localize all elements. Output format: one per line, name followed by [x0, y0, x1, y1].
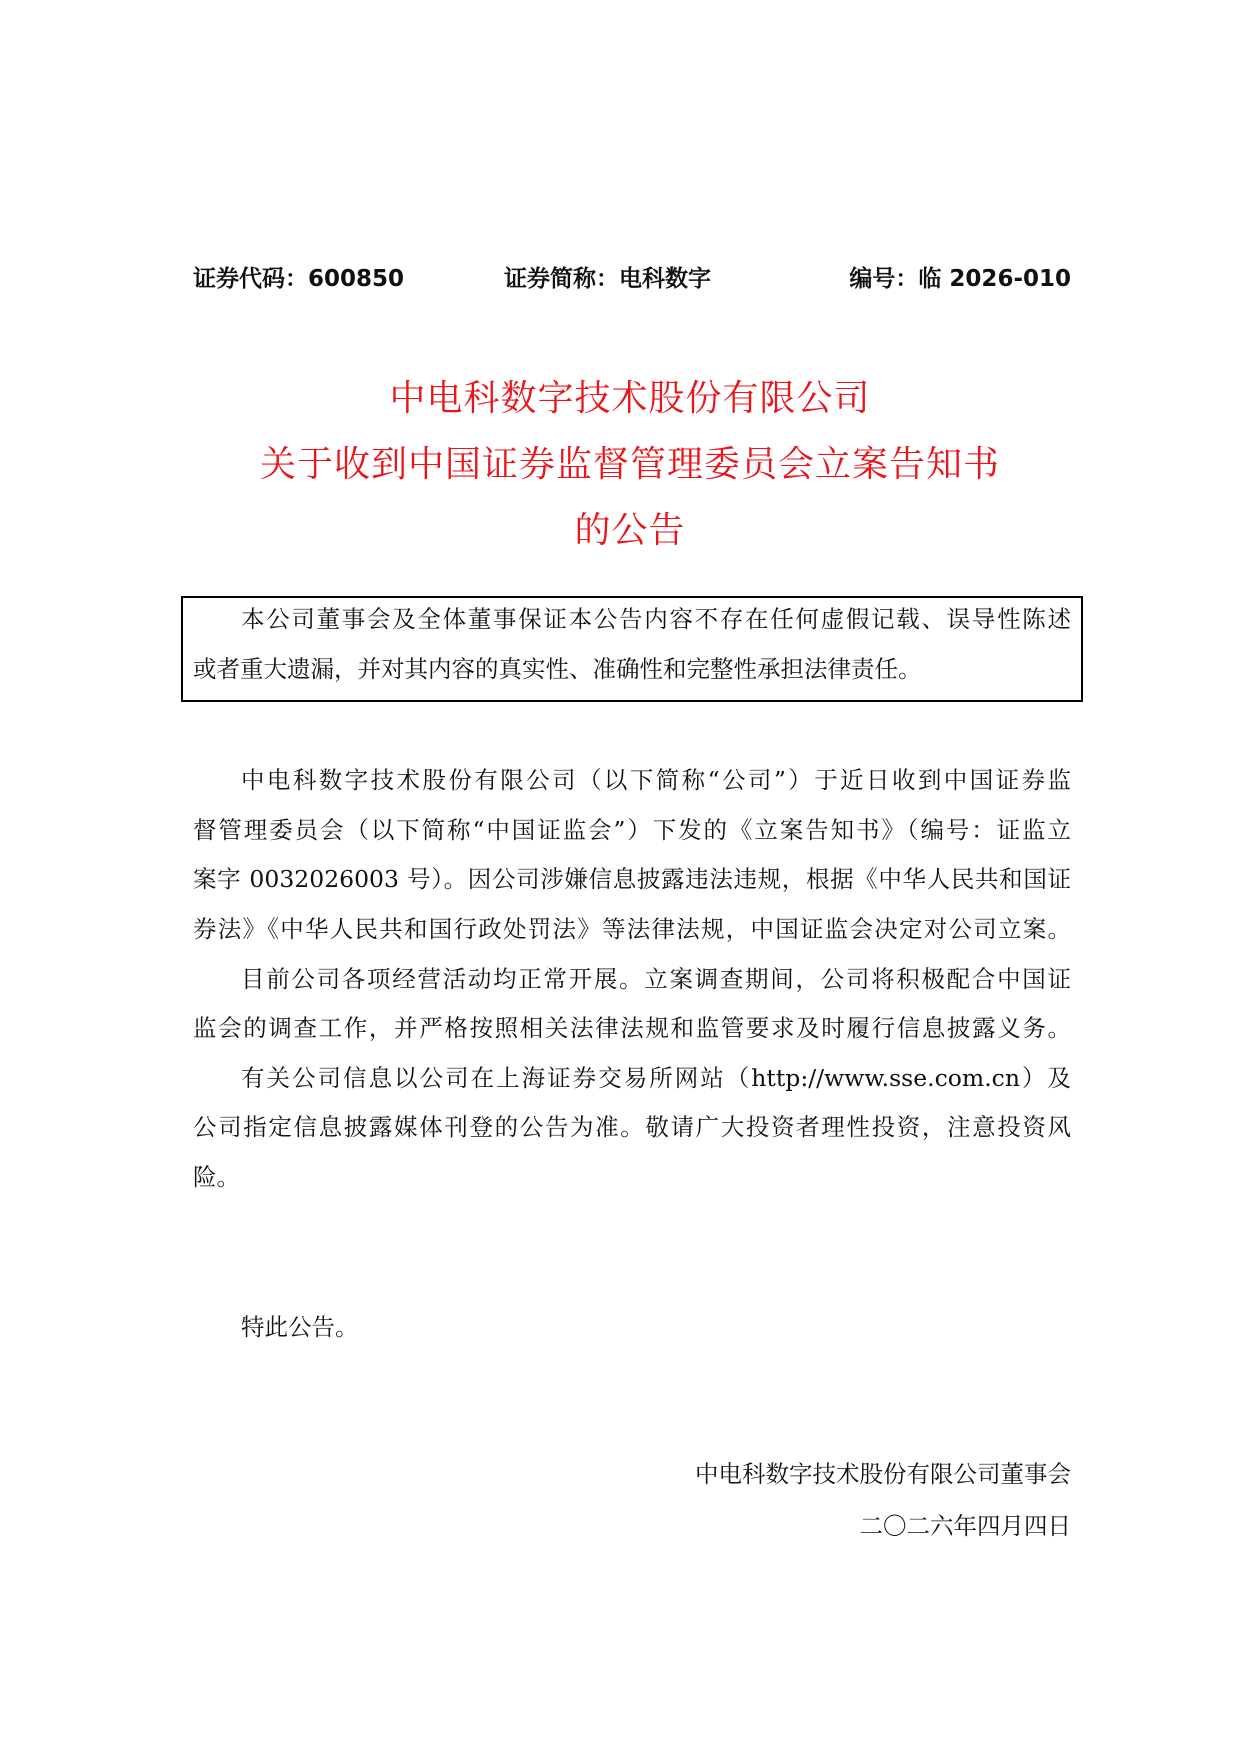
- signature-date: 二〇二六年四月四日: [859, 1512, 1071, 1540]
- title-line-3: 的公告: [574, 510, 686, 551]
- body-line: 督管理委员会（以下简称“中国证监会”）下发的《立案告知书》（编号：证监立: [193, 816, 1071, 844]
- closing-text: 特此公告。: [241, 1313, 359, 1341]
- disclaimer-line: 本公司董事会及全体董事保证本公告内容不存在任何虚假记载、误导性陈述: [241, 605, 1071, 633]
- title-line-2: 关于收到中国证券监督管理委员会立案告知书: [259, 444, 1000, 485]
- signature-company: 中电科数字技术股份有限公司董事会: [695, 1460, 1071, 1488]
- stock-code: 证券代码：600850: [193, 266, 405, 292]
- body-line: 中电科数字技术股份有限公司（以下简称“公司”）于近日收到中国证券监: [241, 766, 1071, 794]
- body-line: 案字 0032026003 号）。因公司涉嫌信息披露违法违规，根据《中华人民共和国证: [193, 865, 1071, 893]
- body-line: 公司指定信息披露媒体刊登的公告为准。敬请广大投资者理性投资，注意投资风: [193, 1113, 1071, 1141]
- body-line: 目前公司各项经营活动均正常开展。立案调查期间，公司将积极配合中国证: [241, 965, 1071, 993]
- body-line: 有关公司信息以公司在上海证券交易所网站（http://www.sse.com.cn）及: [241, 1064, 1071, 1092]
- body-line: 券法》《中华人民共和国行政处罚法》等法律法规，中国证监会决定对公司立案。: [193, 915, 1071, 943]
- stock-name: 证券简称：电科数字: [504, 266, 711, 292]
- title-line-1: 中电科数字技术股份有限公司: [389, 378, 871, 419]
- announcement-number: 编号：临 2026-010: [849, 266, 1071, 292]
- body-line: 监会的调查工作，并严格按照相关法律法规和监管要求及时履行信息披露义务。: [193, 1014, 1071, 1042]
- body-line: 险。: [193, 1163, 240, 1191]
- disclaimer-line: 或者重大遗漏，并对其内容的真实性、准确性和完整性承担法律责任。: [193, 655, 922, 683]
